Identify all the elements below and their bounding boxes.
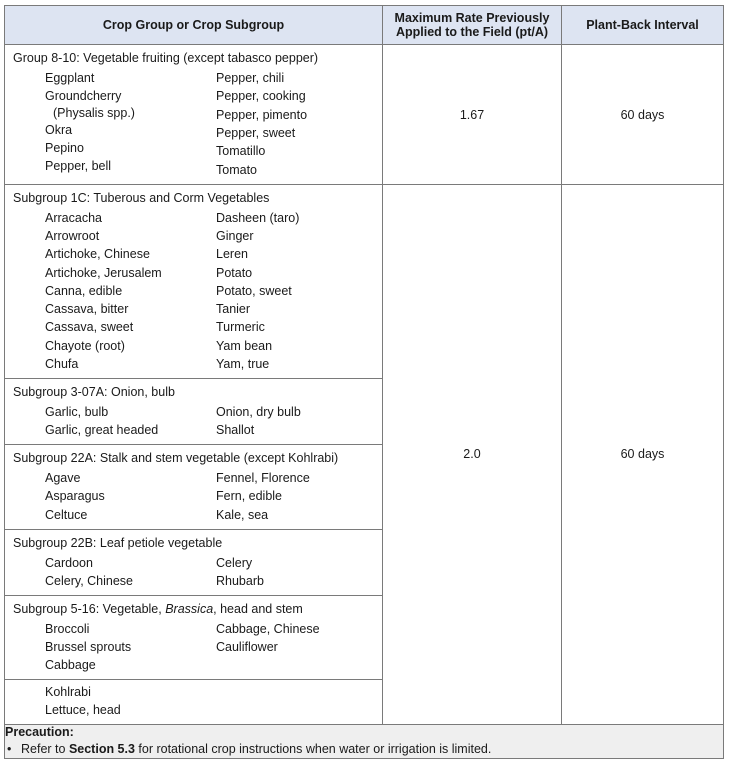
crop-item: Cabbage, Chinese bbox=[216, 621, 320, 636]
crop-item: Okra bbox=[45, 122, 73, 137]
crop-group-cell bbox=[5, 530, 383, 596]
group-title-italic: Brassica bbox=[165, 601, 214, 616]
crop-item: Pepino bbox=[45, 141, 84, 155]
crop-list bbox=[5, 551, 382, 595]
header-crop-group: Crop Group or Crop Subgroup bbox=[5, 6, 383, 45]
header-plant-back: Plant-Back Interval bbox=[562, 6, 724, 45]
crop-item-note: (Physalis spp.) bbox=[53, 105, 135, 120]
precaution-text-pre: Refer to bbox=[21, 741, 69, 756]
crop-list bbox=[5, 680, 382, 724]
crop-item: Cardoon bbox=[45, 555, 93, 570]
crop-list bbox=[5, 66, 382, 183]
crop-item: Tanier bbox=[216, 302, 251, 317]
crop-item: Arracacha bbox=[45, 210, 102, 225]
crop-item: Yam bean bbox=[216, 338, 273, 353]
crop-item: Celery, Chinese bbox=[45, 574, 134, 588]
crop-item: Onion, dry bulb bbox=[216, 404, 301, 419]
group-title: Group 8-10: Vegetable fruiting (except tabasco pepper) bbox=[13, 51, 319, 66]
crop-item: Pepper, sweet bbox=[216, 126, 296, 140]
crop-list bbox=[5, 206, 382, 378]
crop-item: Broccoli bbox=[45, 621, 90, 636]
precaution-text bbox=[5, 740, 723, 758]
crop-group-cell bbox=[5, 45, 383, 185]
crop-item: Leren bbox=[216, 247, 248, 262]
crop-item: Arrowroot bbox=[45, 228, 100, 243]
crop-group-cell bbox=[5, 596, 383, 680]
group-title-post: , head and stem bbox=[213, 601, 303, 616]
crop-item: Tomato bbox=[216, 162, 257, 177]
crop-group-cell bbox=[5, 379, 383, 445]
precaution-text-post: for rotational crop instructions when water or irrigation is limited. bbox=[134, 741, 492, 756]
crop-item: Chayote (root) bbox=[45, 338, 125, 353]
crop-item: Cabbage bbox=[45, 658, 96, 673]
crop-item: Yam, true bbox=[216, 357, 270, 372]
group-title: Subgroup 1C: Tuberous and Corm Vegetables bbox=[13, 190, 270, 205]
crop-item: Pepper, bell bbox=[45, 159, 112, 174]
group-title: Subgroup 22B: Leaf petiole vegetable bbox=[13, 535, 223, 550]
crop-item: Kale, sea bbox=[216, 507, 269, 522]
crop-item: Rhubarb bbox=[216, 574, 264, 588]
crop-group-cell bbox=[5, 185, 383, 379]
header-max-rate-line2: Applied to the Field (pt/A) bbox=[395, 25, 549, 39]
crop-item: Garlic, great headed bbox=[45, 423, 159, 437]
crop-list bbox=[5, 617, 382, 679]
crop-table bbox=[4, 5, 724, 759]
crop-item: Fern, edible bbox=[216, 489, 283, 504]
group-title bbox=[5, 597, 382, 617]
group-title-pre: Subgroup 5-16: Vegetable, bbox=[13, 601, 166, 616]
crop-item: Shallot bbox=[216, 423, 255, 437]
header-row bbox=[5, 6, 724, 45]
crop-item: Tomatillo bbox=[216, 144, 266, 159]
plant-back-value: 60 days bbox=[562, 45, 724, 185]
table-row bbox=[5, 45, 724, 185]
table-row bbox=[5, 185, 724, 379]
crop-item: Potato bbox=[216, 265, 253, 280]
crop-item: Agave bbox=[45, 471, 81, 486]
max-rate-value: 1.67 bbox=[383, 45, 562, 185]
crop-item: Artichoke, Jerusalem bbox=[45, 265, 162, 280]
crop-item: Garlic, bulb bbox=[45, 404, 109, 419]
crop-item: Eggplant bbox=[45, 71, 95, 86]
max-rate-value: 2.0 bbox=[383, 185, 562, 725]
crop-list bbox=[5, 400, 382, 444]
crop-item: Pepper, pimento bbox=[216, 107, 308, 122]
bullet-icon: • bbox=[7, 741, 12, 756]
header-max-rate-line1: Maximum Rate Previously bbox=[394, 11, 550, 25]
crop-item: Cassava, bitter bbox=[45, 302, 129, 317]
precaution-row bbox=[5, 724, 724, 758]
crop-item: Brussel sprouts bbox=[45, 639, 132, 654]
crop-item: Fennel, Florence bbox=[216, 471, 310, 486]
crop-item: Pepper, cooking bbox=[216, 89, 306, 104]
crop-group-cell bbox=[5, 680, 383, 725]
crop-item: Lettuce, head bbox=[45, 703, 121, 718]
header-max-rate bbox=[383, 6, 562, 45]
crop-item: Groundcherry bbox=[45, 89, 122, 104]
crop-item: Artichoke, Chinese bbox=[45, 247, 150, 262]
crop-item: Kohlrabi bbox=[45, 685, 91, 699]
crop-item: Asparagus bbox=[45, 489, 105, 504]
crop-item: Cassava, sweet bbox=[45, 320, 134, 335]
group-title: Subgroup 22A: Stalk and stem vegetable (except Kohlrabi) bbox=[13, 451, 339, 466]
crop-item: Celtuce bbox=[45, 507, 88, 522]
crop-item: Dasheen (taro) bbox=[216, 210, 300, 225]
crop-item: Turmeric bbox=[216, 320, 265, 335]
precaution-cell bbox=[5, 724, 724, 758]
crop-item: Celery bbox=[216, 555, 253, 570]
crop-item: Potato, sweet bbox=[216, 283, 292, 298]
plant-back-value: 60 days bbox=[562, 185, 724, 725]
crop-item: Canna, edible bbox=[45, 283, 123, 298]
group-title: Subgroup 3-07A: Onion, bulb bbox=[13, 384, 175, 399]
precaution-title: Precaution: bbox=[5, 724, 74, 739]
crop-item: Pepper, chili bbox=[216, 71, 285, 86]
crop-item: Cauliflower bbox=[216, 639, 278, 654]
crop-list bbox=[5, 466, 382, 528]
crop-item: Chufa bbox=[45, 357, 79, 372]
crop-item: Ginger bbox=[216, 228, 254, 243]
crop-group-cell bbox=[5, 445, 383, 530]
section-reference: Section 5.3 bbox=[68, 741, 135, 756]
